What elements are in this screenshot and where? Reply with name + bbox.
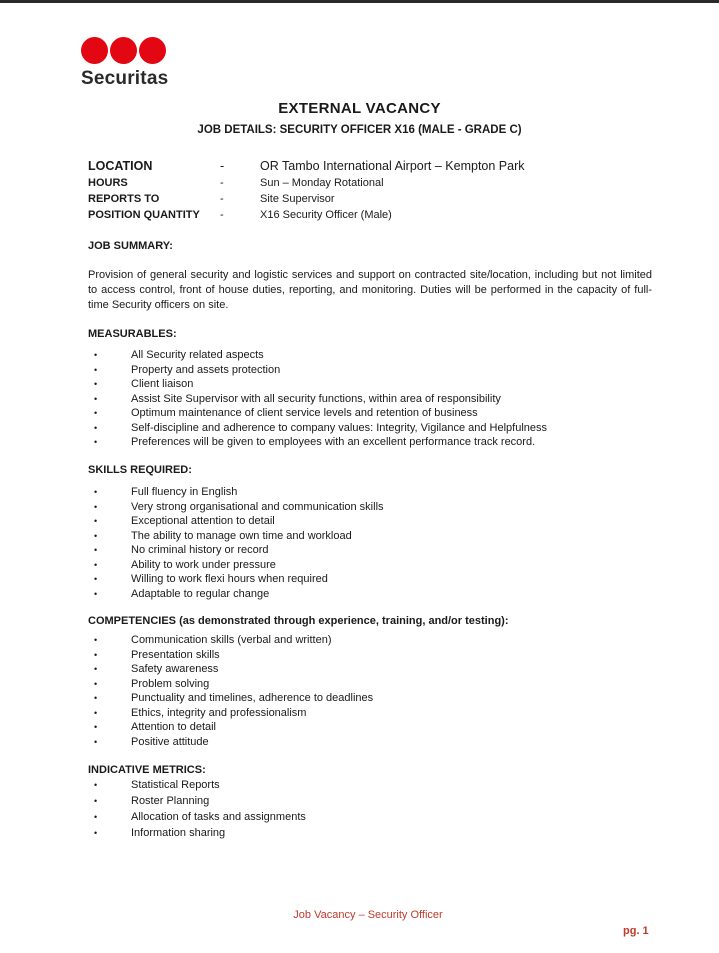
top-border <box>0 0 719 3</box>
detail-separator: - <box>220 177 224 189</box>
list-item: • Punctuality and timelines, adherence to deadlines <box>88 691 373 706</box>
detail-row-reports-to <box>88 193 525 209</box>
list-item: • Positive attitude <box>88 735 373 750</box>
list-item: • Allocation of tasks and assignments <box>88 809 306 825</box>
list-item: • Full fluency in English <box>88 485 384 500</box>
job-details-table <box>88 159 525 225</box>
measurables-list <box>88 348 547 450</box>
metrics-heading: INDICATIVE METRICS: <box>88 764 206 776</box>
footer-text: Job Vacancy – Security Officer <box>293 909 443 921</box>
list-item: • The ability to manage own time and workload <box>88 529 384 544</box>
detail-separator: - <box>220 159 225 173</box>
logo-dots-icon <box>81 37 168 64</box>
list-item: • Assist Site Supervisor with all security functions, within area of responsibility <box>88 392 547 407</box>
skills-list <box>88 485 384 601</box>
competencies-list <box>88 633 373 749</box>
list-item: • Ethics, integrity and professionalism <box>88 706 373 721</box>
list-item: • Self-discipline and adherence to company values: Integrity, Vigilance and Helpfulness <box>88 421 547 436</box>
list-item: • Property and assets protection <box>88 363 547 378</box>
list-item: • Client liaison <box>88 377 547 392</box>
logo-dot-icon <box>110 37 137 64</box>
detail-value: OR Tambo International Airport – Kempton Park <box>260 159 525 173</box>
list-item: • Exceptional attention to detail <box>88 514 384 529</box>
measurables-heading: MEASURABLES: <box>88 328 177 340</box>
list-item: • Roster Planning <box>88 793 306 809</box>
detail-separator: - <box>220 193 224 205</box>
page-number: pg. 1 <box>623 925 649 937</box>
detail-value: Site Supervisor <box>260 193 335 205</box>
list-item: • Attention to detail <box>88 720 373 735</box>
list-item: • Problem solving <box>88 677 373 692</box>
list-item: • Preferences will be given to employees with an excellent performance track record. <box>88 435 547 450</box>
list-item: • Presentation skills <box>88 648 373 663</box>
list-item: • Safety awareness <box>88 662 373 677</box>
detail-row-hours <box>88 177 525 193</box>
detail-label: LOCATION <box>88 159 153 173</box>
detail-separator: - <box>220 209 224 221</box>
metrics-list <box>88 777 306 841</box>
competencies-heading: COMPETENCIES (as demonstrated through experience, training, and/or testing): <box>88 615 509 627</box>
detail-label: POSITION QUANTITY <box>88 209 200 221</box>
list-item: • Statistical Reports <box>88 777 306 793</box>
skills-heading: SKILLS REQUIRED: <box>88 464 192 476</box>
list-item: • No criminal history or record <box>88 543 384 558</box>
document-subtitle: JOB DETAILS: SECURITY OFFICER X16 (MALE - GRADE C) <box>197 124 522 136</box>
detail-value: X16 Security Officer (Male) <box>260 209 392 221</box>
logo-dot-icon <box>81 37 108 64</box>
detail-label: REPORTS TO <box>88 193 160 205</box>
list-item: • Adaptable to regular change <box>88 587 384 602</box>
detail-row-position-quantity <box>88 209 525 225</box>
list-item: • Willing to work flexi hours when required <box>88 572 384 587</box>
job-summary-heading: JOB SUMMARY: <box>88 240 173 252</box>
securitas-logo <box>81 37 168 90</box>
detail-label: HOURS <box>88 177 128 189</box>
job-summary-text: Provision of general security and logistic services and support on contracted site/location, including but not limited to access control, front of house duties, reporting, and monitoring. Duties will be performed in the capacity of full-time Security officers on site. <box>88 269 652 311</box>
list-item: • All Security related aspects <box>88 348 547 363</box>
detail-row-location <box>88 159 525 177</box>
detail-value: Sun – Monday Rotational <box>260 177 384 189</box>
list-item: • Ability to work under pressure <box>88 558 384 573</box>
list-item: • Optimum maintenance of client service levels and retention of business <box>88 406 547 421</box>
document-title: EXTERNAL VACANCY <box>278 100 441 117</box>
list-item: • Communication skills (verbal and written) <box>88 633 373 648</box>
list-item: • Information sharing <box>88 825 306 841</box>
list-item: • Very strong organisational and communication skills <box>88 500 384 515</box>
logo-dot-icon <box>139 37 166 64</box>
brand-name: Securitas <box>81 68 169 89</box>
